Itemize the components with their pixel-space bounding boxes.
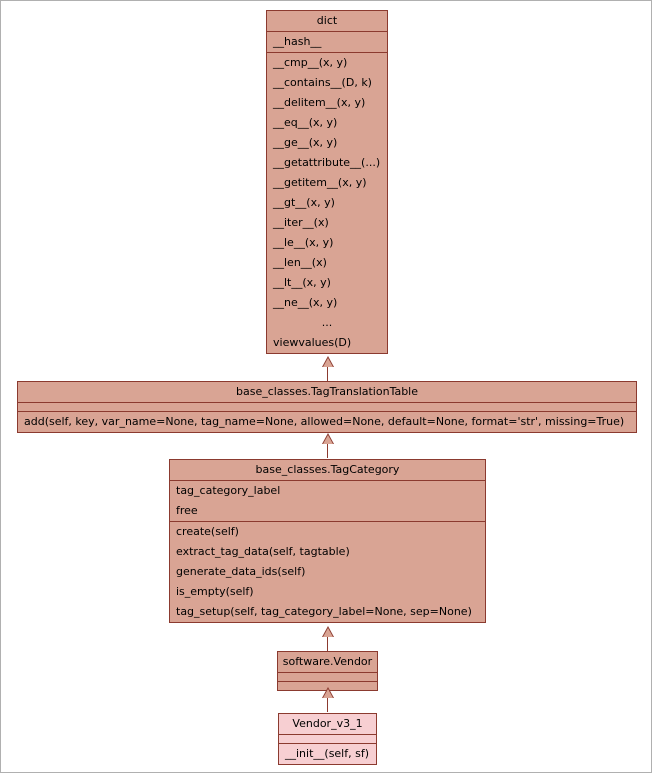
class-box-vendor[interactable] bbox=[277, 651, 378, 691]
class-attributes-empty bbox=[279, 735, 376, 743]
class-method: __iter__(x) bbox=[273, 216, 329, 229]
class-attributes-empty bbox=[278, 673, 377, 681]
class-method: __getattribute__(...) bbox=[273, 156, 381, 169]
inheritance-arrow-vendorv31-to-vendor bbox=[322, 687, 334, 712]
class-method: viewvalues(D) bbox=[273, 336, 352, 349]
class-method: create(self) bbox=[176, 525, 239, 538]
class-method: __init__(self, sf) bbox=[285, 747, 370, 760]
class-method: extract_tag_data(self, tagtable) bbox=[176, 545, 350, 558]
class-methods-tagtranslationtable bbox=[18, 411, 636, 432]
class-method: __ge__(x, y) bbox=[273, 136, 338, 149]
class-attributes-tagtranslationtable bbox=[18, 402, 636, 411]
class-method: tag_setup(self, tag_category_label=None, sep=None) bbox=[176, 605, 472, 618]
class-methods-dict bbox=[267, 52, 387, 353]
class-method: __ne__(x, y) bbox=[273, 296, 338, 309]
inheritance-arrow-vendor-to-tagcategory bbox=[322, 626, 334, 651]
class-box-tagtranslationtable[interactable] bbox=[17, 381, 637, 433]
class-attributes-dict bbox=[267, 31, 387, 52]
class-method: __eq__(x, y) bbox=[273, 116, 338, 129]
inheritance-arrow-tagcategory-to-tagtranslationtable bbox=[322, 433, 334, 458]
class-attributes-tagcategory bbox=[170, 480, 485, 521]
class-box-tagcategory[interactable] bbox=[169, 459, 486, 623]
class-box-dict[interactable] bbox=[266, 10, 388, 354]
class-attributes-empty bbox=[18, 403, 636, 411]
class-title-vendorv31: Vendor_v3_1 bbox=[292, 717, 363, 730]
class-method: __lt__(x, y) bbox=[273, 276, 331, 289]
class-method: add(self, key, var_name=None, tag_name=None, allowed=None, default=None, format='str', missing=True) bbox=[24, 415, 625, 428]
class-attributes-vendorv31 bbox=[279, 734, 376, 743]
class-title-dict: dict bbox=[316, 14, 338, 27]
class-method: __gt__(x, y) bbox=[273, 196, 335, 209]
class-title-tagcategory: base_classes.TagCategory bbox=[255, 463, 400, 476]
class-method-ellipsis: ... bbox=[321, 316, 333, 329]
class-attribute: tag_category_label bbox=[176, 484, 281, 497]
class-methods-tagcategory bbox=[170, 521, 485, 622]
class-method: __le__(x, y) bbox=[273, 236, 334, 249]
class-method: generate_data_ids(self) bbox=[176, 565, 306, 578]
class-box-vendorv31[interactable] bbox=[278, 713, 377, 765]
class-method: __len__(x) bbox=[273, 256, 327, 269]
class-attribute: __hash__ bbox=[273, 35, 322, 48]
inheritance-arrow-tagtranslationtable-to-dict bbox=[322, 356, 334, 381]
class-method: is_empty(self) bbox=[176, 585, 254, 598]
class-method: __cmp__(x, y) bbox=[273, 56, 348, 69]
class-method: __getitem__(x, y) bbox=[273, 176, 367, 189]
class-method: __delitem__(x, y) bbox=[273, 96, 366, 109]
class-methods-vendorv31 bbox=[279, 743, 376, 764]
class-title-vendor: software.Vendor bbox=[282, 655, 373, 668]
class-title-tagtranslationtable: base_classes.TagTranslationTable bbox=[235, 385, 419, 398]
class-attributes-vendor bbox=[278, 672, 377, 681]
class-attribute: free bbox=[176, 504, 198, 517]
class-method: __contains__(D, k) bbox=[273, 76, 372, 89]
